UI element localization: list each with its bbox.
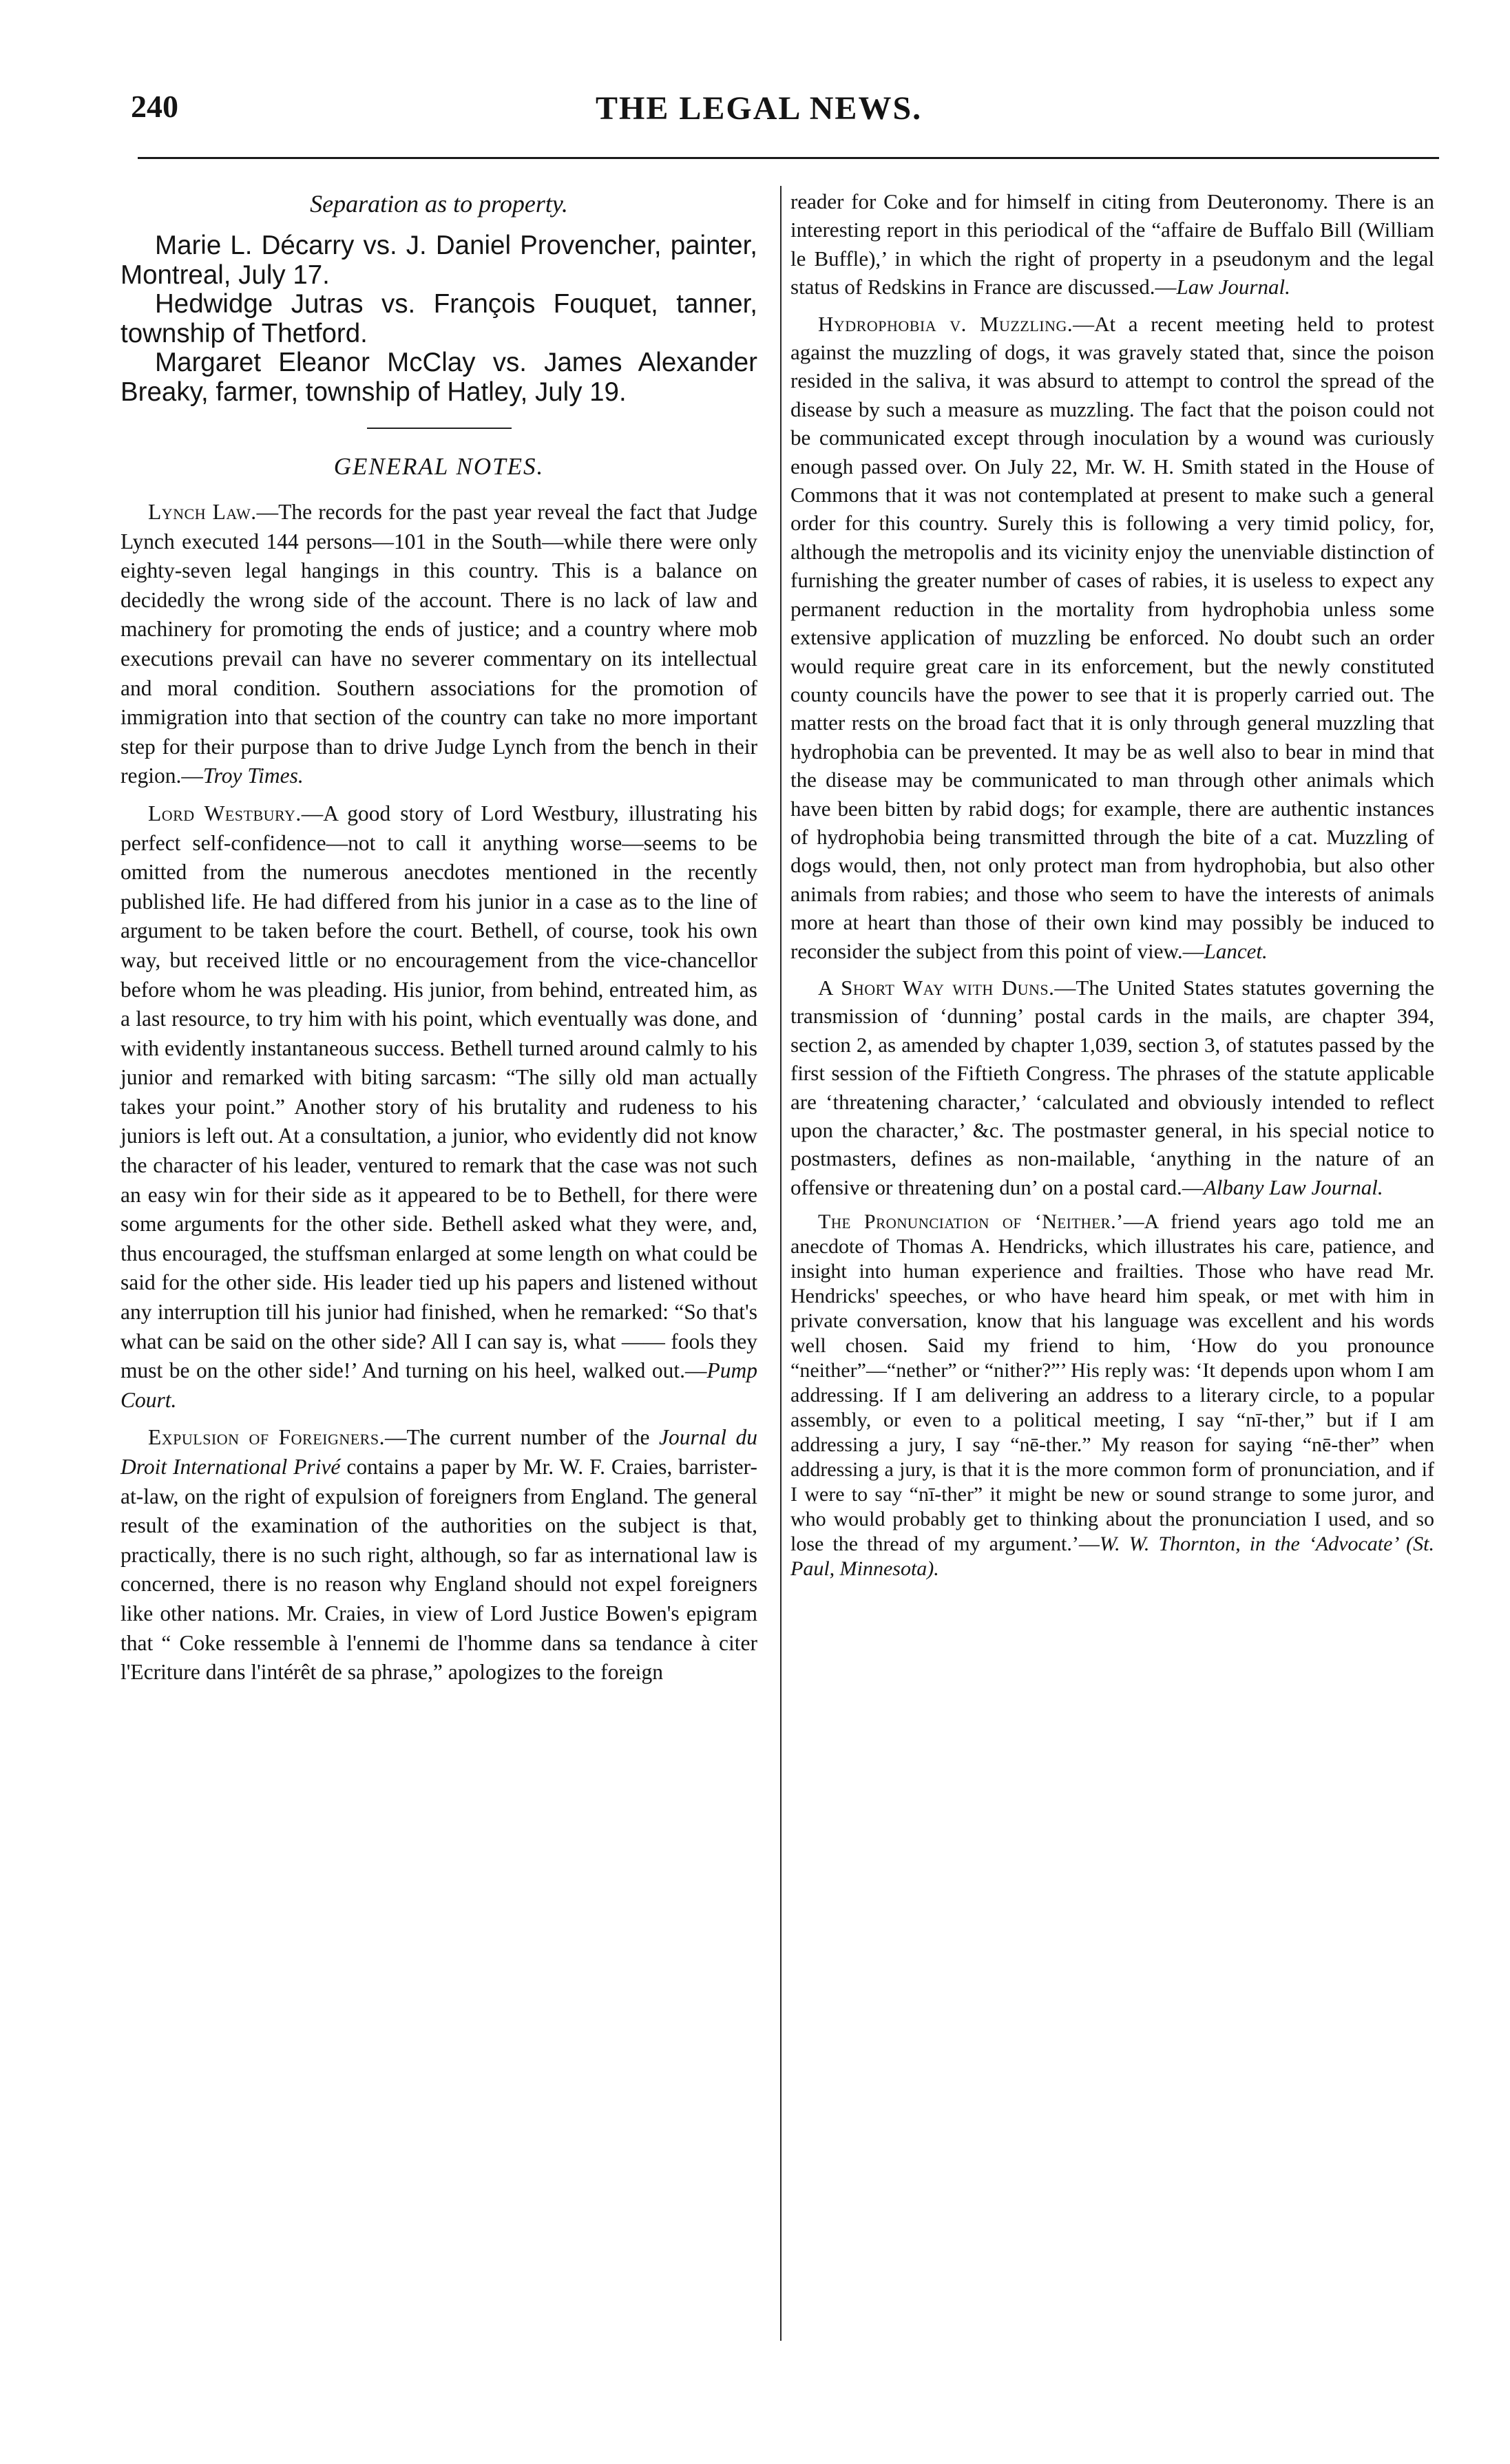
- separation-item: Marie L. Décarry vs. J. Daniel Provencher, painter, Montreal, July 17.: [120, 231, 757, 290]
- journal-name: Journal du Droit International Privé: [120, 1425, 757, 1479]
- note-body: —The current number of the: [384, 1425, 660, 1450]
- note-hydrophobia: [790, 310, 1434, 965]
- separation-item: Hedwidge Jutras vs. François Fouquet, tanner, township of Thetford.: [120, 289, 757, 348]
- note-source: W. W. Thornton, in the ‘Advocate’ (St. Paul, Minnesota).: [790, 1533, 1434, 1581]
- note-body: —A friend years ago told me an anecdote of Thomas A. Hendricks, which illustrates his care, patience, and insight into human experience and frailties. Those who have read Mr. Hendricks' speeches, or who have heard him speak, or met with him in private conversation, know that his language was excellent and his words well chosen. Said my friend to him, ‘How do you pronounce “neither”—“nether” or “nither?”’ His reply was: ‘It depends upon whom I am addressing. If I am delivering an address to a literary circle, to a popular assembly, or even to a political meeting, I say “nī-ther,” but if I am addressing a jury, I say “nē-ther.” My reason for saying “nē-ther” when addressing a jury, is that it is the more common form of pronunciation, and if I were to say “nī-ther” it might be new or sound strange to some juror, and who would probably get to thinking about the pronunciation I used, and so lose the thread of my argument.’—: [790, 1210, 1434, 1556]
- note-pronunciation-neither: [790, 1210, 1434, 1581]
- header-rule: [138, 157, 1439, 159]
- right-column: [790, 187, 1434, 1590]
- separation-heading: Separation as to property.: [310, 190, 568, 218]
- note-short-way-with-duns: [790, 973, 1434, 1201]
- note-title: Lord Westbury.: [148, 801, 302, 825]
- column-divider: [780, 186, 782, 2341]
- note-lynch-law: [120, 498, 757, 791]
- section-divider: [367, 428, 512, 429]
- note-title: A Short Way with Duns.: [818, 975, 1055, 1000]
- note-source: Albany Law Journal.: [1203, 1175, 1383, 1199]
- general-notes-heading: GENERAL NOTES.: [333, 453, 545, 480]
- left-column: [120, 187, 757, 1696]
- note-expulsion-continued: [790, 187, 1434, 302]
- running-title: THE LEGAL NEWS.: [596, 90, 923, 127]
- note-source: Lancet.: [1204, 938, 1268, 963]
- note-body: contains a paper by Mr. W. F. Craies, barrister-at-law, on the right of expulsion of foreigners from England. The general result of the examination of the authorities on the subject is that, practically, there is no such right, although, so far as international law is concerned, there is no reason why England should not expel foreigners like other nations. Mr. Craies, in view of Lord Justice Bowen's epigram that “ Coke ressemble à l'ennemi de l'homme dans sa tendance à citer l'Ecriture dans l'intérêt de sa phrase,” apologizes to the foreign: [120, 1455, 757, 1685]
- note-source: Pump Court.: [120, 1358, 757, 1412]
- note-body: —The United States statutes governing the transmission of ‘dunning’ postal cards in the mails, are chapter 394, section 2, as amended by chapter 1,039, section 3, of statutes passed by the first session of the Fiftieth Congress. The phrases of the statute applicable are ‘threatening character,’ ‘calculated and obviously intended to reflect upon the character,’ &c. The postmaster general, in his special notice to postmasters, defines as non-mailable, ‘anything in the nature of an offensive or threatening dun’ on a postal card.—: [790, 975, 1434, 1199]
- note-title: The Pronunciation of ‘Neither.’: [818, 1210, 1124, 1234]
- note-title: Lynch Law.: [148, 500, 257, 524]
- note-lord-westbury: [120, 799, 757, 1415]
- note-title: Hydrophobia v. Muzzling.: [818, 311, 1073, 336]
- note-expulsion: [120, 1423, 757, 1687]
- note-title: Expulsion of Foreigners.: [148, 1425, 385, 1450]
- note-body: —The records for the past year reveal the fact that Judge Lynch executed 144 persons—101 in the South—while there were only eighty-seven legal hangings in this country. This is a balance on decidedly the wrong side of the account. There is no lack of law and machinery for promoting the ends of justice; and a country where mob executions prevail can have no severer commentary on its intellectual and moral condition. Southern associations for the promotion of immigration into that section of the country can take no more important step for their purpose than to drive Judge Lynch from the bench in their region.—: [120, 500, 757, 788]
- note-source: Troy Times.: [202, 764, 304, 788]
- note-source: Law Journal.: [1176, 275, 1290, 299]
- page-number: 240: [131, 89, 178, 124]
- note-body: —At a recent meeting held to protest against the muzzling of dogs, it was gravely stated that, since the poison resided in the saliva, it was absurd to attempt to control the spread of the disease by such a measure as muzzling. The fact that the poison could not be communicated except through inoculation by a wound was curiously enough passed over. On July 22, Mr. W. H. Smith stated in the House of Commons that it was not contemplated at present to make such a general order for this country. Surely this is following a very timid policy, for, although the metropolis and its vicinity enjoy the unenviable distinction of furnishing the greater number of cases of rabies, it is useless to expect any permanent reduction in the mortality from hydrophobia unless some extensive application of muzzling be enforced. No doubt such an order would require great care in its enforcement, but the newly constituted county councils have the power to see that it is properly carried out. The matter rests on the broad fact that it is only through general muzzling that hydrophobia can be prevented. It may be as well also to bear in mind that the disease may be communicated to man through other animals which have been bitten by rabid dogs; for example, there are authentic instances of hydrophobia being transmitted through the bite of a cat. Muzzling of dogs would, then, not only protect man from hydrophobia, but also other animals from rabies; and those who seem to have the interests of animals more at heart than those of their own kind may possibly be induced to reconsider the subject from this point of view.—: [790, 311, 1434, 963]
- separation-item: Margaret Eleanor McClay vs. James Alexander Breaky, farmer, township of Hatley, July 19.: [120, 348, 757, 407]
- note-body: —A good story of Lord Westbury, illustrating his perfect self-confidence—not to call it anything worse—seems to be omitted from the numerous anecdotes mentioned in the recently published life. He had differed from his junior in a case as to the line of argument to be taken before the court. Bethell, of course, took his own way, but received little or no encouragement from the vice-chancellor before whom he was pleading. His junior, from behind, entreated him, as a last resource, to try him with his point, which eventually was done, and with evidently instantaneous success. Bethell turned around calmly to his junior and remarked with biting sarcasm: “The silly old man actually takes your point.” Another story of his brutality and rudeness to his juniors is left out. At a consultation, a junior, who evidently did not know the character of his leader, ventured to remark that the case was not such an easy win for their side as it appeared to be to Bethell, for there were some arguments for the other side. Bethell asked what they were, and, thus encouraged, the stuffsman enlarged at some length on what could be said for the other side. His leader tied up his papers and listened without any interruption till his junior had finished, when he remarked: “So that's what can be said on the other side? All I can say is, what —— fools they must be on the other side!’ And turning on his heel, walked out.—: [120, 801, 758, 1383]
- note-body: reader for Coke and for himself in citing from Deuteronomy. There is an interesting report in this periodical of the “affaire de Buffalo Bill (William le Buffle),’ in which the right of property in a pseudonym and the legal status of Redskins in France are discussed.—: [790, 189, 1434, 299]
